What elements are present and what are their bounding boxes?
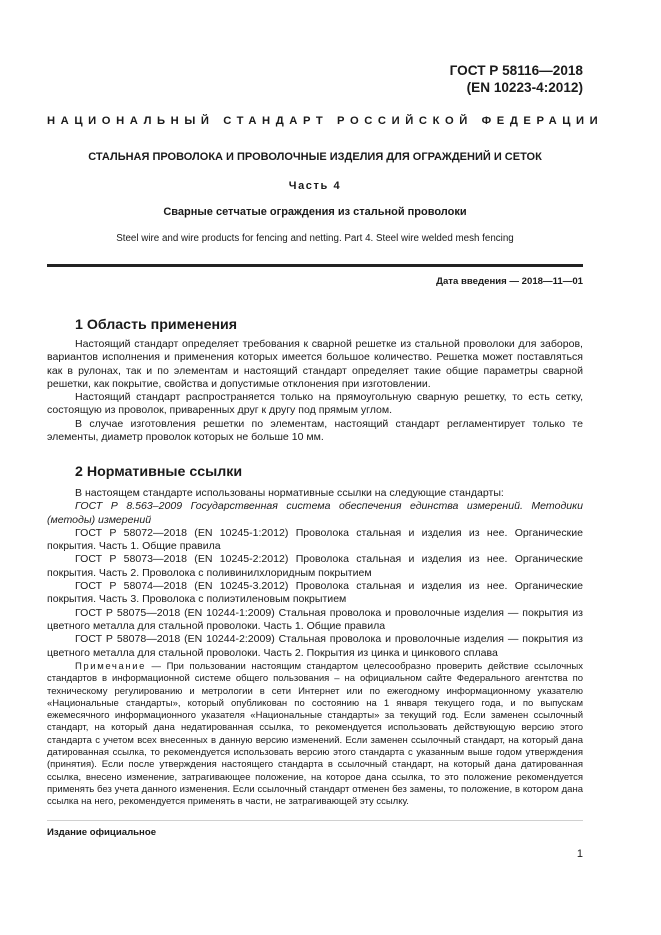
official-edition-label: Издание официальное: [47, 827, 157, 838]
page-number: 1: [576, 848, 583, 860]
note-label: Примечание: [75, 661, 146, 672]
document-subtitle: Сварные сетчатые ограждения из стальной проволоки: [163, 206, 467, 218]
title-divider: [47, 264, 583, 267]
note-paragraph: [47, 661, 583, 809]
section-1-body: [47, 338, 583, 444]
section-1-paragraph: В случае изготовления решетки по элементам, настоящий стандарт регламентирует только те элементы, диаметр проволок которых не больше 10 мм.: [47, 417, 583, 444]
note-text: — При пользовании настоящим стандартом целесообразно проверить действие ссылочных стандартов в информационной системе общего пользования – на официальном сайте Федерального агентства по техническому регулированию и метрологии в сети Интернет или по ежегодному информационному указателю «Национальные стандарты», который опубликован по состоянию на 1 января текущего года, и по выпускам ежемесячного информационного указателя «Национальные стандарты» за текущий год. Если заменен ссылочный стандарт, на который дана недатированная ссылка, то рекомендуется использовать действующую версию этого стандарта с учетом всех внесенных в данную версию изменений. Если заменен ссылочный стандарт, на который дана датированная ссылка, то рекомендуется использовать версию этого стандарта с указанным выше годом утверждения (принятия). Если после утверждения настоящего стандарта в ссылочный стандарт, на который дана датированная ссылка, внесено изменение, затрагивающее положение, на которое дана ссылка, то это положение рекомендуется применять без учета данного изменения. Если ссылочный стандарт отменен без замены, то положение, в котором дана ссылка на него, рекомендуется применять в части, не затрагивающей эту ссылку.: [47, 661, 583, 808]
english-title: Steel wire and wire products for fencing and netting. Part 4. Steel wire welded mesh fencing: [116, 233, 514, 244]
references-note: [47, 661, 583, 809]
section-2-heading: 2 Нормативные ссылки: [75, 464, 243, 480]
document-code: [450, 62, 583, 96]
section-1-heading: 1 Область применения: [75, 317, 238, 333]
document-part: Часть 4: [288, 180, 342, 192]
document-code-gost: ГОСТ Р 58116—2018: [449, 63, 583, 78]
references-intro: В настоящем стандарте использованы нормативные ссылки на следующие стандарты:: [75, 487, 504, 499]
reference-item: ГОСТ Р 58078—2018 (EN 10244-2:2009) Стальная проволока и проволочные изделия — покрытия из цветного металла для стальной проволоки. Часть 2. Покрытия из цинка и цинкового сплава: [47, 633, 583, 659]
footer-divider: [47, 820, 583, 821]
document-code-en: (EN 10223-4:2012): [466, 80, 583, 95]
reference-item: ГОСТ Р 58074—2018 (EN 10245-3.2012) Проволока стальная и изделия из нее. Органические покрытия. Часть 3. Проволока с полиэтиленовым покрытием: [47, 580, 583, 606]
reference-item: ГОСТ Р 8.563–2009 Государственная система обеспечения единства измерений. Методики (методы) измерений: [47, 500, 583, 526]
reference-item: ГОСТ Р 58072—2018 (EN 10245-1:2012) Проволока стальная и изделия из нее. Органические покрытия. Часть 1. Общие правила: [47, 526, 583, 553]
section-2-body: [47, 487, 583, 660]
reference-item: ГОСТ Р 58073—2018 (EN 10245-2:2012) Проволока стальная и изделия из нее. Органические покрытия. Часть 2. Проволока с поливинилхлоридным покрытием: [47, 553, 583, 579]
document-title: СТАЛЬНАЯ ПРОВОЛОКА И ПРОВОЛОЧНЫЕ ИЗДЕЛИЯ ДЛЯ ОГРАЖДЕНИЙ И СЕТОК: [88, 151, 542, 163]
reference-item: ГОСТ Р 58075—2018 (EN 10244-1:2009) Стальная проволока и проволочные изделия — покрытия из цветного металла для стальной проволоки. Часть 1. Общие правила: [47, 606, 583, 632]
introduction-date: Дата введения — 2018—11—01: [436, 276, 583, 287]
section-1-paragraph: Настоящий стандарт распространяется только на прямоугольную сварную решетку, то есть сетку, состоящую из проволок, приваренных друг к другу под прямым углом.: [47, 391, 583, 417]
national-standard-banner: НАЦИОНАЛЬНЫЙ СТАНДАРТ РОССИЙСКОЙ ФЕДЕРАЦИИ: [47, 115, 604, 127]
section-1-paragraph: Настоящий стандарт определяет требования к сварной решетке из стальной проволоки для заборов, вариантов исполнения и применения которых имеется большое количество. Решетка может поставляться как в рулонах, так и по элементам и настоящий стандарт определяет такие общие параметры сварной решетки, как покрытие, свойства и допустимые отклонения при изготовлении.: [47, 338, 583, 390]
